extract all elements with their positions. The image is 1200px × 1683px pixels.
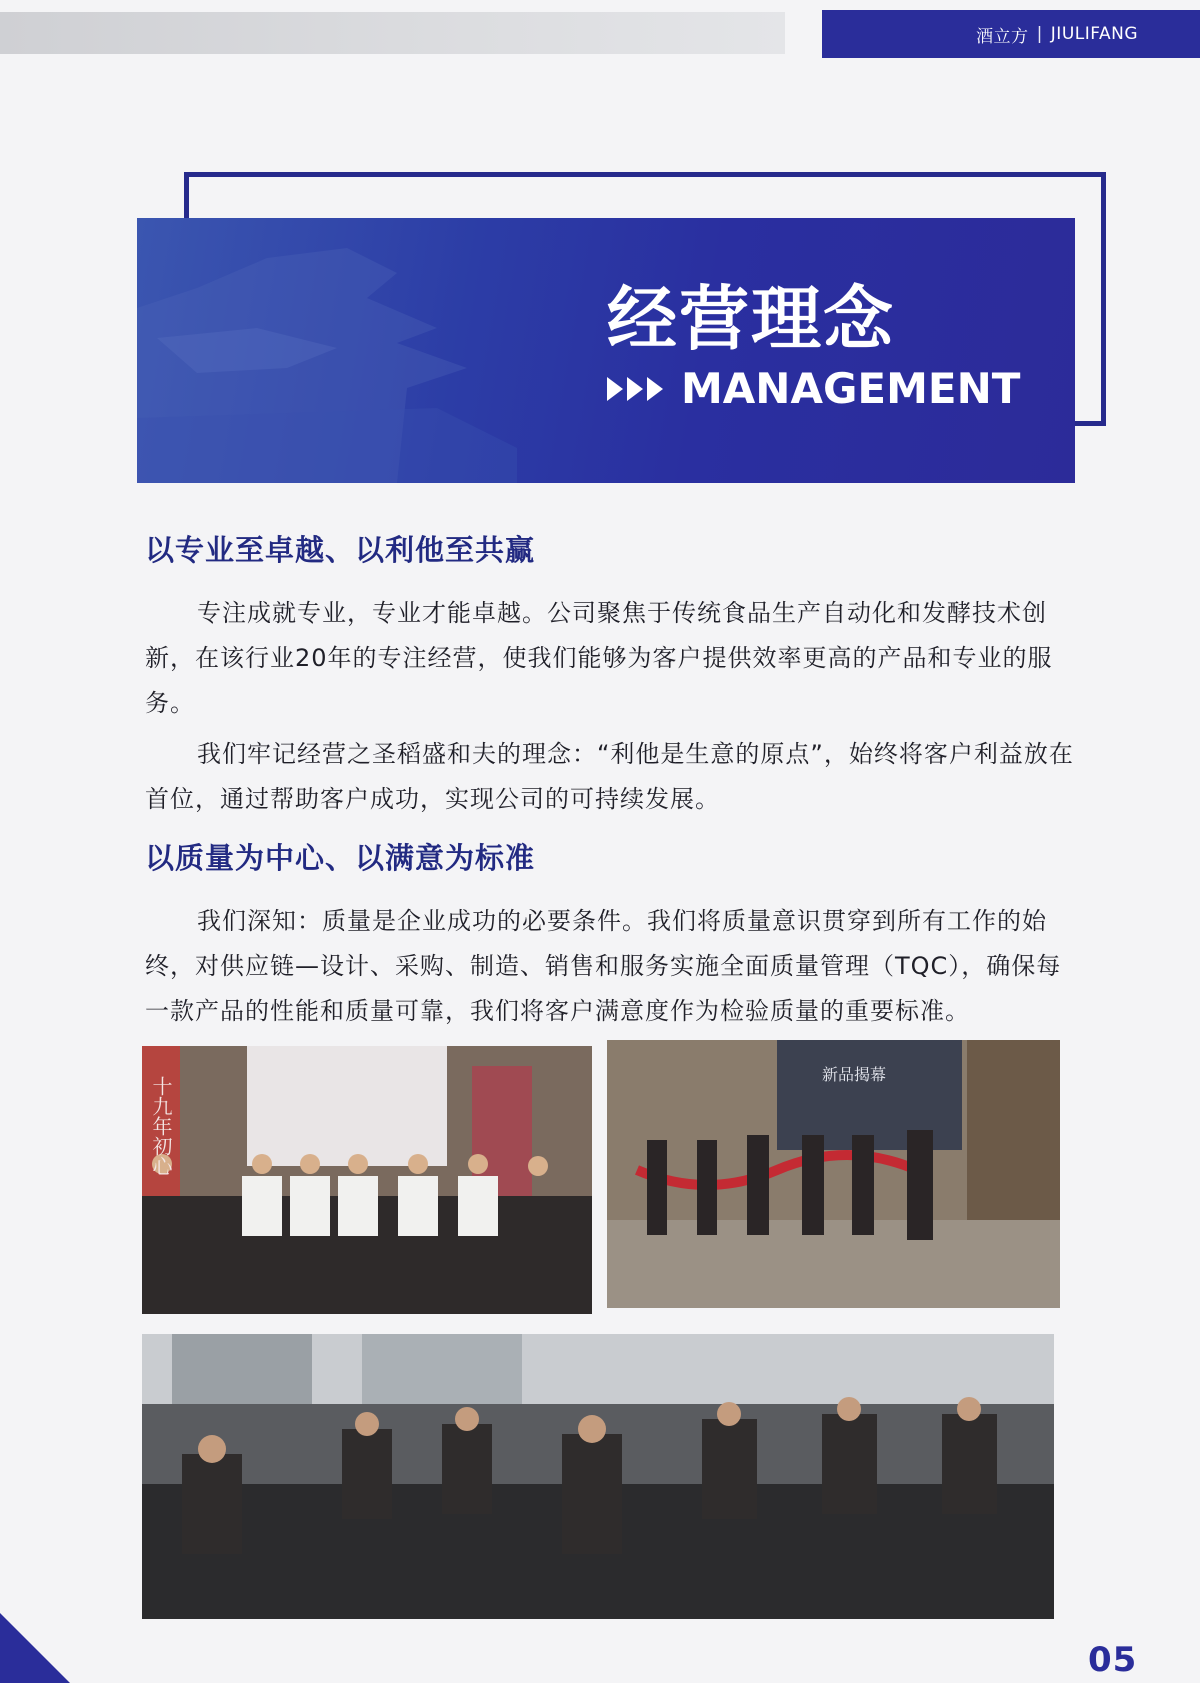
photo-award-ceremony xyxy=(142,1046,592,1314)
section-heading-professional: 以专业至卓越、以利他至共赢 xyxy=(145,533,536,567)
award-banner-text: 十九年初心 xyxy=(149,1076,173,1176)
page-subtitle xyxy=(607,364,1021,413)
paragraph-professional-2: 我们牢记经营之圣稻盛和夫的理念：“利他是生意的原点”，始终将客户利益放在首位，通过帮助客户成功，实现公司的可持续发展。 xyxy=(145,740,1074,813)
brand-name-cn: 酒立方 xyxy=(976,26,1029,47)
page-number: 05 xyxy=(1088,1640,1138,1680)
award-ceremony-image xyxy=(142,1046,592,1314)
photo-product-launch xyxy=(607,1040,1060,1308)
corner-accent xyxy=(0,1613,70,1683)
subtitle-text: MANAGEMENT xyxy=(681,364,1021,413)
hero-banner xyxy=(137,218,1075,483)
triple-arrow-icon xyxy=(607,377,667,401)
product-launch-image xyxy=(607,1040,1060,1308)
header-grey-bar xyxy=(0,12,785,54)
main-content xyxy=(145,528,1075,1040)
section-heading-quality: 以质量为中心、以满意为标准 xyxy=(145,841,536,875)
brand-separator: | xyxy=(1036,24,1043,44)
brand-tab xyxy=(822,10,1200,58)
conference-image xyxy=(142,1334,1054,1619)
paragraph-quality-1: 我们深知：质量是企业成功的必要条件。我们将质量意识贯穿到所有工作的始终，对供应链—设计、采购、制造、销售和服务实施全面质量管理（TQC），确保每一款产品的性能和质量可靠，我们将客户满意度作为检验质量的重要标准。 xyxy=(145,907,1062,1025)
launch-screen-text: 新品揭幕 xyxy=(822,1065,887,1084)
building-silhouette-graphic xyxy=(137,218,1075,483)
photo-conference xyxy=(142,1334,1054,1619)
brand-name-en: JIULIFANG xyxy=(1050,24,1138,44)
paragraph-professional-1: 专注成就专业，专业才能卓越。公司聚焦于传统食品生产自动化和发酵技术创新，在该行业20年的专注经营，使我们能够为客户提供效率更高的产品和专业的服务。 xyxy=(145,599,1053,717)
page-title: 经营理念 xyxy=(607,278,895,360)
